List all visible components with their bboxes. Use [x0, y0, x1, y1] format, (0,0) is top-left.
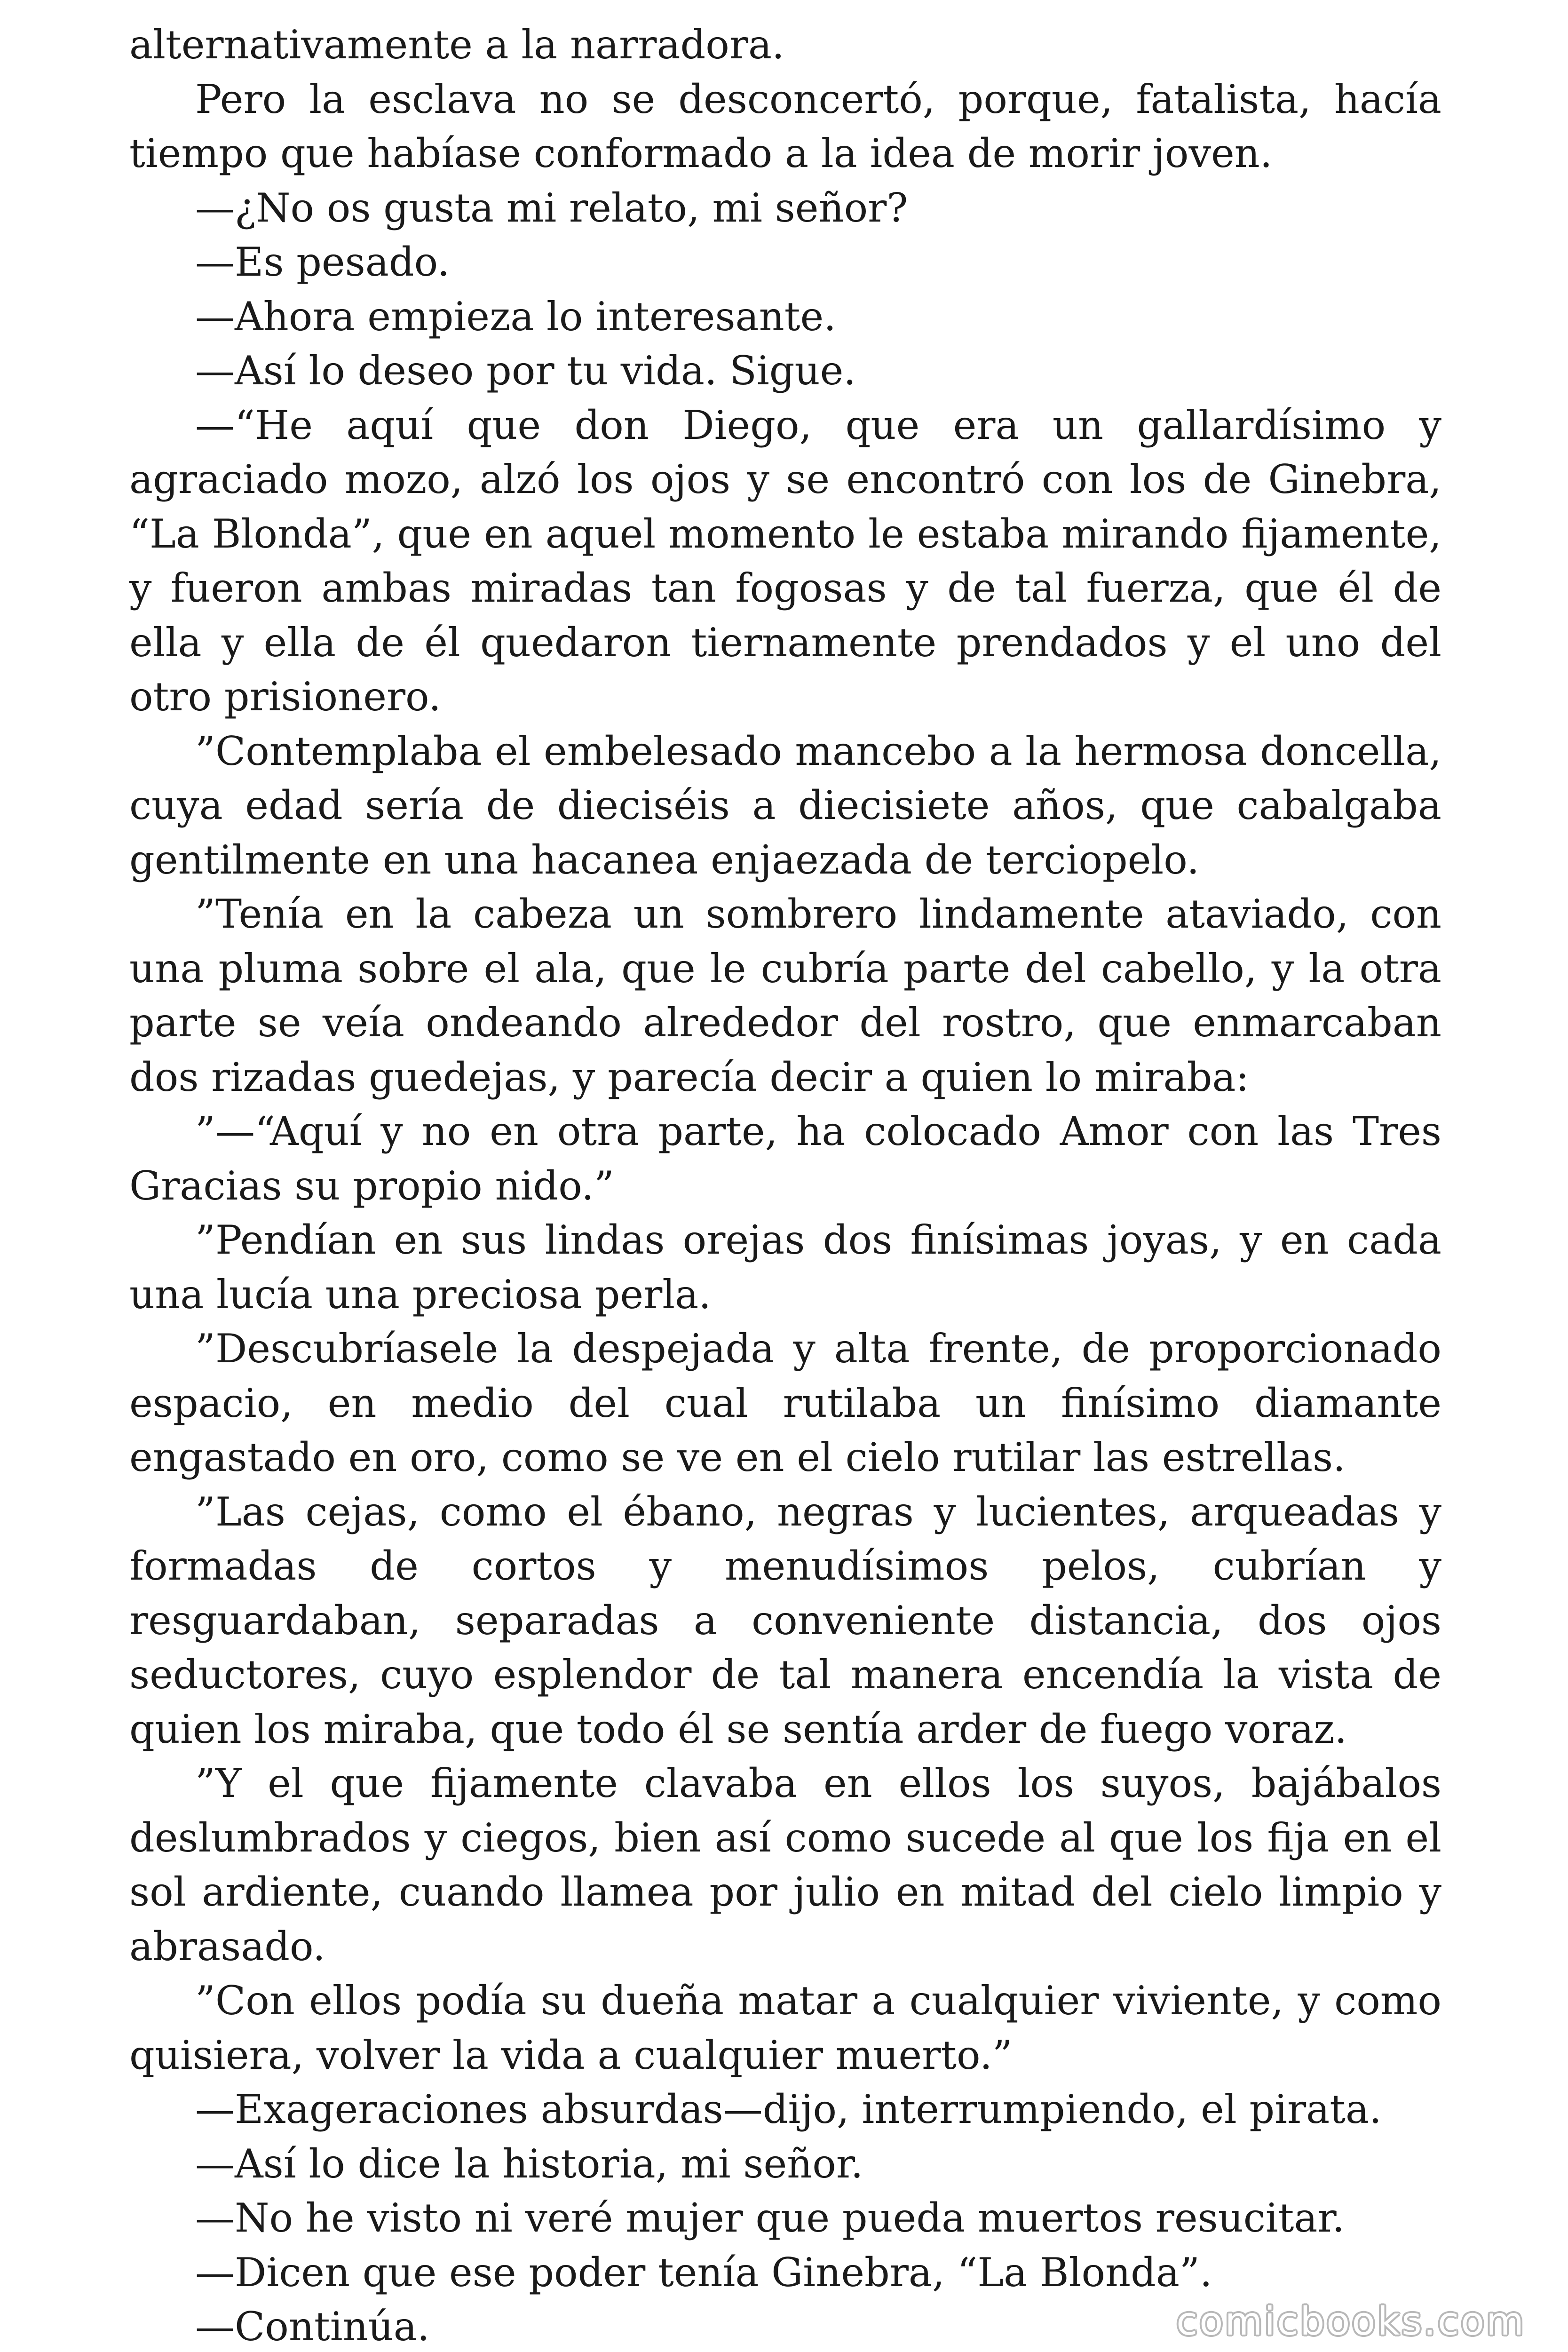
paragraph: —No he visto ni veré mujer que pueda muertos resucitar. [195, 2195, 1345, 2241]
paragraph: ”Con ellos podía su dueña matar a cualquier viviente, y como quisiera, volver la vida a cualquier muerto.” [129, 1978, 1441, 2078]
watermark: comicbooks.com [1176, 2299, 1526, 2344]
paragraph: —¿No os gusta mi relato, mi señor? [195, 184, 908, 231]
page-text [129, 18, 1441, 2352]
paragraph: ”Descubríasele la despejada y alta frente, de proporcionado espacio, en medio del cual rutilaba un finísimo diamante engastado en oro, como se ve en el cielo rutilar las estrellas. [129, 1326, 1441, 1480]
paragraph: —Es pesado. [195, 239, 450, 285]
paragraph: ”Contemplaba el embelesado mancebo a la hermosa doncella, cuya edad sería de dieciséis a diecisiete años, que cabalgaba gentilmente en una hacanea enjaezada de terciopelo. [129, 728, 1441, 883]
paragraph: —“He aquí que don Diego, que era un gallardísimo y agraciado mozo, alzó los ojos y se encontró con los de Ginebra, “La Blonda”, que en aquel momento le estaba mirando fijamente, y fueron ambas miradas tan fogosas y de tal fuerza, que él de ella y ella de él quedaron tiernamente prendados y el uno del otro prisionero. [129, 402, 1441, 720]
paragraph: ”Tenía en la cabeza un sombrero lindamente ataviado, con una pluma sobre el ala, que le cubría parte del cabello, y la otra parte se veía ondeando alrededor del rostro, que enmarcaban dos rizadas guedejas, y parecía decir a quien lo miraba: [129, 891, 1441, 1100]
paragraph: ”Las cejas, como el ébano, negras y lucientes, arqueadas y formadas de cortos y menudísimos pelos, cubrían y resguardaban, separadas a conveniente distancia, dos ojos seductores, cuyo esplendor de tal manera encendía la vista de quien los miraba, que todo él se sentía arder de fuego voraz. [129, 1488, 1441, 1752]
paragraph: alternativamente a la narradora. [129, 22, 784, 68]
paragraph: ”Y el que fijamente clavaba en ellos los suyos, bajábalos deslumbrados y ciegos, bien así como sucede al que los fija en el sol ardiente, cuando llamea por julio en mitad del cielo limpio y abrasado. [129, 1760, 1441, 1970]
paragraph: —Dicen que ese poder tenía Ginebra, “La Blonda”. [195, 2249, 1212, 2296]
paragraph: ”Pendían en sus lindas orejas dos finísimas joyas, y en cada una lucía una preciosa perla. [129, 1217, 1441, 1318]
paragraph: —Así lo dice la historia, mi señor. [195, 2140, 863, 2187]
paragraph: ”—“Aquí y no en otra parte, ha colocado Amor con las Tres Gracias su propio nido.” [129, 1108, 1441, 1209]
paragraph: Pero la esclava no se desconcertó, porque, fatalista, hacía tiempo que habíase conformado a la idea de morir joven. [129, 76, 1441, 176]
paragraph: —Así lo deseo por tu vida. Sigue. [195, 348, 856, 394]
paragraph: —Exageraciones absurdas—dijo, interrumpiendo, el pirata. [195, 2086, 1382, 2132]
paragraph: —Ahora empieza lo interesante. [195, 293, 836, 340]
paragraph: —Continúa. [195, 2304, 430, 2350]
